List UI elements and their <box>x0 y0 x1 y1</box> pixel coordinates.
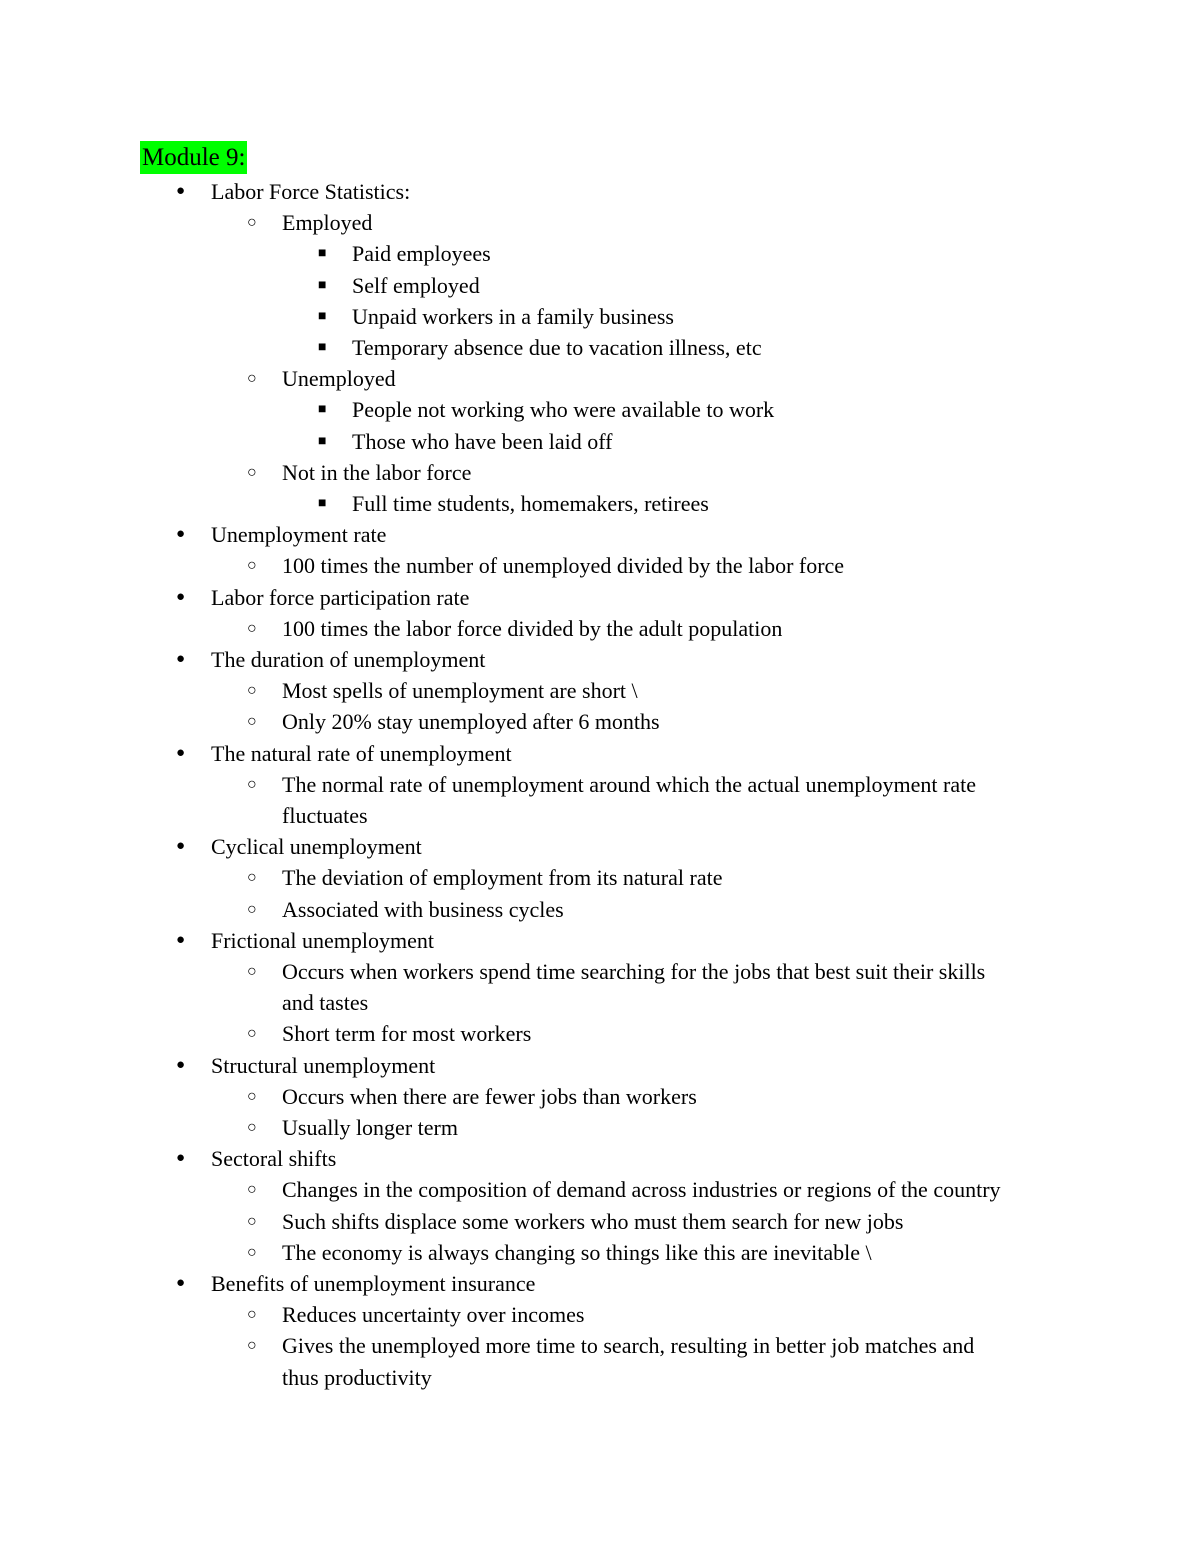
list-item <box>0 613 1200 644</box>
list-item <box>0 862 1200 893</box>
bullet-circle-icon: ○ <box>247 1119 257 1136</box>
list-item-text: Temporary absence due to vacation illness, etc <box>352 335 762 360</box>
bullet-circle-icon: ○ <box>247 682 257 700</box>
list-item-text: The deviation of employment from its natural rate <box>282 865 723 891</box>
bullet-square-icon: ■ <box>318 496 327 511</box>
bullet-circle-icon: ○ <box>247 1087 257 1105</box>
list-item <box>0 176 1200 207</box>
bullet-circle-icon: ○ <box>247 1025 257 1043</box>
bullet-square-icon: ■ <box>318 402 327 418</box>
bullet-circle-icon: ○ <box>247 557 257 575</box>
list-item-text: Those who have been laid off <box>352 428 613 454</box>
bullet-circle-icon: ○ <box>247 214 257 232</box>
bullet-disc-icon: ● <box>176 838 186 855</box>
list-item-text: 100 times the number of unemployed divided by the labor force <box>282 553 845 579</box>
bullet-disc-icon: ● <box>176 183 186 199</box>
list-item-text: The normal rate of unemployment around which the actual unemployment rate <box>282 771 976 797</box>
list-item-text: Labor force participation rate <box>211 584 470 610</box>
list-item-text: Benefits of unemployment insurance <box>211 1271 536 1296</box>
list-item-text: Labor Force Statistics: <box>211 179 411 204</box>
list-item <box>0 675 1200 706</box>
list-item <box>0 1112 1200 1143</box>
list-item <box>0 1268 1200 1299</box>
bullet-circle-icon: ○ <box>247 1306 257 1324</box>
list-item <box>0 1081 1200 1112</box>
list-item <box>0 457 1200 488</box>
list-item-text: Unpaid workers in a family business <box>352 303 674 329</box>
list-item-text: Gives the unemployed more time to search, resulting in better job matches and <box>282 1333 975 1359</box>
list-item <box>0 363 1200 394</box>
list-item <box>0 987 1200 1018</box>
list-item-text: Self employed <box>352 272 480 298</box>
bullet-disc-icon: ● <box>176 651 186 667</box>
list-item-text: Occurs when there are fewer jobs than workers <box>282 1083 697 1109</box>
list-item <box>0 301 1200 332</box>
bullet-disc-icon: ● <box>176 931 186 948</box>
list-item-text: 100 times the labor force divided by the adult population <box>282 615 783 641</box>
list-item <box>0 644 1200 675</box>
list-item-text: Frictional unemployment <box>211 927 435 953</box>
bullet-circle-icon: ○ <box>247 963 257 980</box>
bullet-square-icon: ■ <box>318 246 327 262</box>
list-item <box>0 582 1200 613</box>
bullet-circle-icon: ○ <box>247 713 257 731</box>
list-item-text: Only 20% stay unemployed after 6 months <box>282 709 660 735</box>
bullet-disc-icon: ● <box>176 1275 186 1291</box>
list-item <box>0 956 1200 987</box>
module-heading: Module 9: <box>140 141 247 174</box>
bullet-square-icon: ■ <box>318 433 327 449</box>
list-item-text: The duration of unemployment <box>211 647 486 672</box>
list-item-text: People not working who were available to work <box>352 397 775 423</box>
list-item-text: Such shifts displace some workers who must them search for new jobs <box>282 1208 904 1234</box>
list-item-text: Paid employees <box>352 241 491 267</box>
list-item-text: Full time students, homemakers, retirees <box>352 491 709 516</box>
list-item <box>0 1206 1200 1237</box>
list-item <box>0 831 1200 862</box>
bullet-circle-icon: ○ <box>247 869 257 887</box>
list-item <box>0 894 1200 925</box>
list-item <box>0 800 1200 831</box>
list-item <box>0 207 1200 238</box>
bullet-circle-icon: ○ <box>247 1243 257 1261</box>
list-item <box>0 519 1200 550</box>
list-item <box>0 394 1200 425</box>
list-item-text: Associated with business cycles <box>282 896 564 922</box>
bullet-disc-icon: ● <box>176 588 186 605</box>
bullet-square-icon: ■ <box>318 277 327 293</box>
bullet-disc-icon: ● <box>176 526 186 543</box>
list-item <box>0 1330 1200 1361</box>
bullet-circle-icon: ○ <box>247 1337 257 1355</box>
list-item <box>0 1174 1200 1205</box>
list-item-text: Changes in the composition of demand across industries or regions of the country <box>282 1177 1001 1203</box>
bullet-disc-icon: ● <box>176 1056 186 1073</box>
list-item <box>0 738 1200 769</box>
list-item <box>0 769 1200 800</box>
list-item-text: Reduces uncertainty over incomes <box>282 1302 585 1328</box>
bullet-circle-icon: ○ <box>247 900 257 918</box>
bullet-circle-icon: ○ <box>247 1212 257 1230</box>
bullet-disc-icon: ● <box>176 744 186 761</box>
list-item-text: Cyclical unemployment <box>211 834 422 860</box>
list-item <box>0 1362 1200 1393</box>
list-item-text: Sectoral shifts <box>211 1146 337 1172</box>
list-item-text: Occurs when workers spend time searching for the jobs that best suit their skills <box>282 959 986 984</box>
list-item-text: and tastes <box>282 990 369 1016</box>
bullet-circle-icon: ○ <box>247 775 257 793</box>
list-item-text: fluctuates <box>282 803 368 828</box>
list-item-text: Short term for most workers <box>282 1021 532 1047</box>
list-item-text: Usually longer term <box>282 1115 458 1140</box>
list-item <box>0 1237 1200 1268</box>
list-item-text: Not in the labor force <box>282 459 472 485</box>
bullet-circle-icon: ○ <box>247 619 257 637</box>
bullet-disc-icon: ● <box>176 1150 186 1167</box>
list-item <box>0 332 1200 363</box>
list-item <box>0 1143 1200 1174</box>
list-item <box>0 550 1200 581</box>
bullet-circle-icon: ○ <box>247 370 257 388</box>
list-item-text: The economy is always changing so things like this are inevitable \ <box>282 1239 872 1265</box>
list-item <box>0 1050 1200 1081</box>
list-item-text: Unemployment rate <box>211 522 387 548</box>
list-item <box>0 426 1200 457</box>
list-item <box>0 925 1200 956</box>
list-item-text: The natural rate of unemployment <box>211 740 512 766</box>
bullet-circle-icon: ○ <box>247 1181 257 1199</box>
bullet-square-icon: ■ <box>318 308 327 324</box>
list-item-text: Employed <box>282 210 373 236</box>
list-item <box>0 1018 1200 1049</box>
list-item-text: Unemployed <box>282 366 396 392</box>
list-item <box>0 488 1200 519</box>
list-item <box>0 1299 1200 1330</box>
bullet-circle-icon: ○ <box>247 463 257 481</box>
list-item-text: thus productivity <box>282 1364 432 1390</box>
list-item <box>0 706 1200 737</box>
list-item-text: Most spells of unemployment are short \ <box>282 678 638 704</box>
list-item <box>0 270 1200 301</box>
bullet-square-icon: ■ <box>318 340 327 355</box>
list-item-text: Structural unemployment <box>211 1052 436 1078</box>
list-item <box>0 238 1200 269</box>
